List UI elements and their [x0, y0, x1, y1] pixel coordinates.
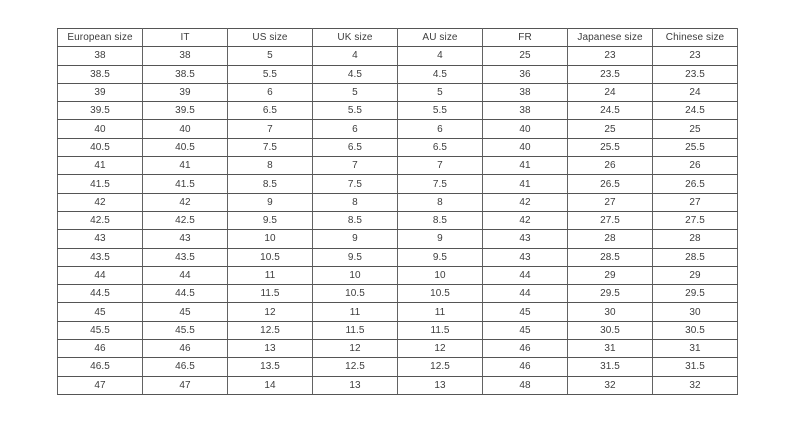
- table-cell: 29.5: [568, 285, 653, 303]
- table-cell: 26.5: [653, 175, 738, 193]
- table-cell: 8: [398, 193, 483, 211]
- table-cell: 44.5: [58, 285, 143, 303]
- table-cell: 5.5: [313, 102, 398, 120]
- table-row: [58, 285, 738, 303]
- table-cell: 31: [568, 340, 653, 358]
- table-cell: 28.5: [653, 248, 738, 266]
- table-cell: 7.5: [398, 175, 483, 193]
- table-row: [58, 376, 738, 394]
- table-cell: 40: [483, 120, 568, 138]
- table-cell: 38: [483, 102, 568, 120]
- table-cell: 38: [58, 47, 143, 65]
- table-cell: 25.5: [653, 138, 738, 156]
- table-cell: 25: [568, 120, 653, 138]
- table-row: [58, 83, 738, 101]
- table-cell: 46.5: [58, 358, 143, 376]
- table-cell: 43: [58, 230, 143, 248]
- table-cell: 46: [143, 340, 228, 358]
- table-cell: 27: [653, 193, 738, 211]
- table-cell: 44: [58, 266, 143, 284]
- table-cell: 41: [58, 157, 143, 175]
- table-cell: 47: [143, 376, 228, 394]
- table-cell: 27: [568, 193, 653, 211]
- table-cell: 4: [398, 47, 483, 65]
- table-cell: 38.5: [143, 65, 228, 83]
- table-cell: 43.5: [143, 248, 228, 266]
- column-header: UK size: [313, 29, 398, 47]
- table-cell: 8.5: [313, 211, 398, 229]
- table-cell: 11.5: [398, 321, 483, 339]
- table-cell: 8: [228, 157, 313, 175]
- table-cell: 29.5: [653, 285, 738, 303]
- table-cell: 6.5: [313, 138, 398, 156]
- table-cell: 48: [483, 376, 568, 394]
- table-cell: 45: [483, 321, 568, 339]
- column-header: US size: [228, 29, 313, 47]
- table-cell: 31.5: [653, 358, 738, 376]
- table-cell: 24: [653, 83, 738, 101]
- table-cell: 41.5: [143, 175, 228, 193]
- table-cell: 24.5: [568, 102, 653, 120]
- table-cell: 10.5: [398, 285, 483, 303]
- table-cell: 32: [568, 376, 653, 394]
- table-cell: 13: [228, 340, 313, 358]
- column-header: European size: [58, 29, 143, 47]
- table-cell: 46.5: [143, 358, 228, 376]
- table-cell: 38.5: [58, 65, 143, 83]
- table-cell: 30.5: [568, 321, 653, 339]
- table-cell: 9.5: [398, 248, 483, 266]
- table-cell: 32: [653, 376, 738, 394]
- table-cell: 36: [483, 65, 568, 83]
- table-cell: 11: [313, 303, 398, 321]
- table-cell: 7: [313, 157, 398, 175]
- table-cell: 45: [143, 303, 228, 321]
- table-cell: 45: [58, 303, 143, 321]
- table-cell: 10.5: [228, 248, 313, 266]
- table-cell: 10: [313, 266, 398, 284]
- table-cell: 12: [398, 340, 483, 358]
- table-row: [58, 321, 738, 339]
- table-cell: 9: [398, 230, 483, 248]
- table-cell: 11: [398, 303, 483, 321]
- table-cell: 4.5: [398, 65, 483, 83]
- table-row: [58, 175, 738, 193]
- table-cell: 42: [483, 211, 568, 229]
- table-cell: 7.5: [228, 138, 313, 156]
- size-table-container: [57, 28, 738, 395]
- table-cell: 10: [398, 266, 483, 284]
- table-row: [58, 248, 738, 266]
- table-cell: 41: [143, 157, 228, 175]
- table-cell: 42.5: [143, 211, 228, 229]
- table-cell: 7.5: [313, 175, 398, 193]
- table-cell: 39.5: [143, 102, 228, 120]
- table-row: [58, 303, 738, 321]
- table-row: [58, 358, 738, 376]
- table-cell: 39: [58, 83, 143, 101]
- table-cell: 31: [653, 340, 738, 358]
- table-cell: 5.5: [398, 102, 483, 120]
- table-cell: 27.5: [653, 211, 738, 229]
- table-row: [58, 340, 738, 358]
- shoe-size-conversion-table: [57, 28, 738, 395]
- table-cell: 40: [143, 120, 228, 138]
- table-cell: 44: [143, 266, 228, 284]
- table-row: [58, 65, 738, 83]
- table-cell: 28: [568, 230, 653, 248]
- table-cell: 26.5: [568, 175, 653, 193]
- column-header: Chinese size: [653, 29, 738, 47]
- table-cell: 46: [483, 340, 568, 358]
- table-cell: 46: [58, 340, 143, 358]
- table-cell: 41: [483, 175, 568, 193]
- table-row: [58, 211, 738, 229]
- table-cell: 43: [143, 230, 228, 248]
- table-cell: 28: [653, 230, 738, 248]
- table-cell: 11: [228, 266, 313, 284]
- table-cell: 41.5: [58, 175, 143, 193]
- table-cell: 30.5: [653, 321, 738, 339]
- table-cell: 45: [483, 303, 568, 321]
- table-cell: 44.5: [143, 285, 228, 303]
- table-cell: 9.5: [228, 211, 313, 229]
- table-cell: 45.5: [143, 321, 228, 339]
- table-cell: 26: [568, 157, 653, 175]
- table-cell: 24: [568, 83, 653, 101]
- table-cell: 7: [398, 157, 483, 175]
- table-cell: 42: [483, 193, 568, 211]
- table-cell: 44: [483, 285, 568, 303]
- table-cell: 6: [228, 83, 313, 101]
- table-cell: 6: [313, 120, 398, 138]
- table-cell: 23.5: [653, 65, 738, 83]
- table-cell: 11.5: [313, 321, 398, 339]
- table-cell: 43.5: [58, 248, 143, 266]
- table-cell: 10: [228, 230, 313, 248]
- table-cell: 12.5: [228, 321, 313, 339]
- table-cell: 4.5: [313, 65, 398, 83]
- table-row: [58, 47, 738, 65]
- table-cell: 23.5: [568, 65, 653, 83]
- table-header: [58, 29, 738, 47]
- table-cell: 47: [58, 376, 143, 394]
- column-header: FR: [483, 29, 568, 47]
- table-cell: 40.5: [58, 138, 143, 156]
- table-cell: 40: [58, 120, 143, 138]
- table-row: [58, 266, 738, 284]
- table-body: [58, 47, 738, 395]
- table-cell: 6: [398, 120, 483, 138]
- table-cell: 8: [313, 193, 398, 211]
- table-cell: 29: [568, 266, 653, 284]
- table-cell: 11.5: [228, 285, 313, 303]
- table-cell: 43: [483, 230, 568, 248]
- table-cell: 12: [313, 340, 398, 358]
- table-cell: 39: [143, 83, 228, 101]
- table-cell: 43: [483, 248, 568, 266]
- table-cell: 5: [313, 83, 398, 101]
- table-cell: 13.5: [228, 358, 313, 376]
- column-header: AU size: [398, 29, 483, 47]
- table-row: [58, 193, 738, 211]
- table-cell: 5: [398, 83, 483, 101]
- table-cell: 46: [483, 358, 568, 376]
- table-cell: 7: [228, 120, 313, 138]
- table-cell: 13: [398, 376, 483, 394]
- table-cell: 28.5: [568, 248, 653, 266]
- column-header: Japanese size: [568, 29, 653, 47]
- column-header: IT: [143, 29, 228, 47]
- header-row: [58, 29, 738, 47]
- table-cell: 44: [483, 266, 568, 284]
- table-cell: 12.5: [398, 358, 483, 376]
- table-cell: 25.5: [568, 138, 653, 156]
- table-cell: 8.5: [228, 175, 313, 193]
- table-cell: 12.5: [313, 358, 398, 376]
- table-cell: 31.5: [568, 358, 653, 376]
- table-cell: 13: [313, 376, 398, 394]
- table-cell: 42.5: [58, 211, 143, 229]
- table-cell: 41: [483, 157, 568, 175]
- table-cell: 25: [653, 120, 738, 138]
- table-cell: 9.5: [313, 248, 398, 266]
- table-cell: 6.5: [228, 102, 313, 120]
- table-row: [58, 138, 738, 156]
- table-cell: 10.5: [313, 285, 398, 303]
- table-cell: 30: [653, 303, 738, 321]
- table-cell: 14: [228, 376, 313, 394]
- table-cell: 40.5: [143, 138, 228, 156]
- table-cell: 25: [483, 47, 568, 65]
- table-cell: 24.5: [653, 102, 738, 120]
- table-cell: 12: [228, 303, 313, 321]
- table-cell: 9: [228, 193, 313, 211]
- table-cell: 26: [653, 157, 738, 175]
- table-cell: 5.5: [228, 65, 313, 83]
- table-row: [58, 157, 738, 175]
- table-cell: 4: [313, 47, 398, 65]
- table-cell: 38: [483, 83, 568, 101]
- table-cell: 39.5: [58, 102, 143, 120]
- table-cell: 42: [143, 193, 228, 211]
- table-cell: 23: [568, 47, 653, 65]
- table-cell: 8.5: [398, 211, 483, 229]
- table-cell: 29: [653, 266, 738, 284]
- table-row: [58, 102, 738, 120]
- table-cell: 6.5: [398, 138, 483, 156]
- table-cell: 40: [483, 138, 568, 156]
- table-row: [58, 120, 738, 138]
- table-cell: 38: [143, 47, 228, 65]
- table-cell: 5: [228, 47, 313, 65]
- table-row: [58, 230, 738, 248]
- table-cell: 42: [58, 193, 143, 211]
- table-cell: 9: [313, 230, 398, 248]
- table-cell: 45.5: [58, 321, 143, 339]
- table-cell: 23: [653, 47, 738, 65]
- table-cell: 27.5: [568, 211, 653, 229]
- table-cell: 30: [568, 303, 653, 321]
